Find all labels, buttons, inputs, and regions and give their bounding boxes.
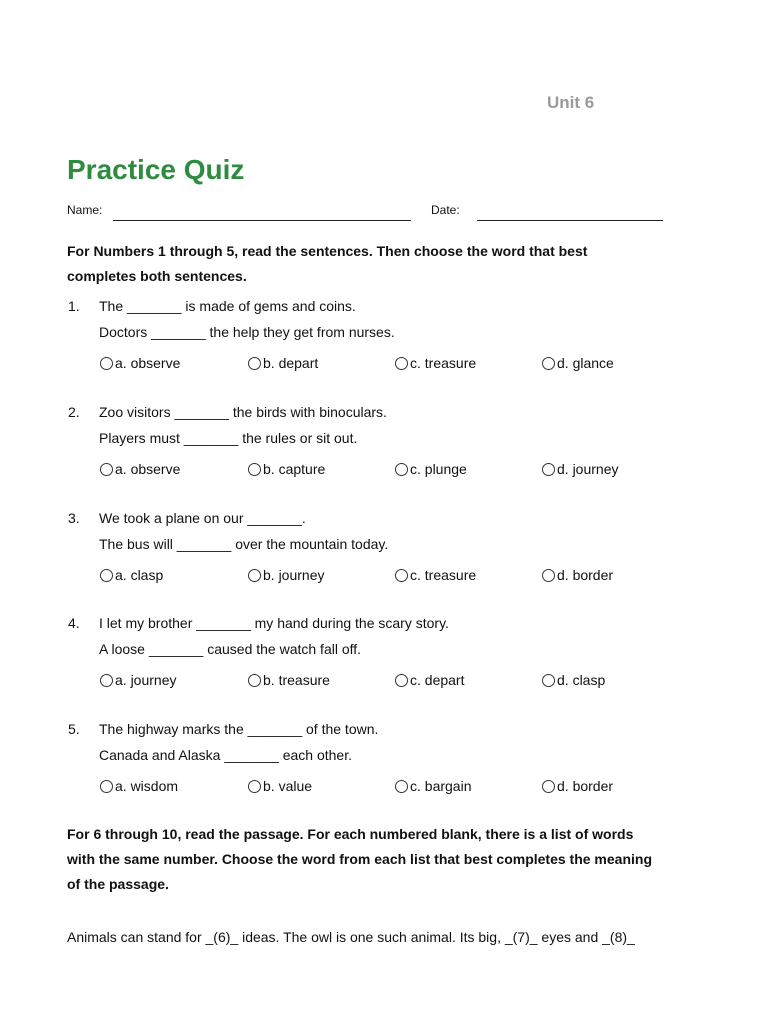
option-label: b. treasure bbox=[263, 672, 330, 688]
radio-icon[interactable] bbox=[100, 569, 113, 582]
radio-icon[interactable] bbox=[100, 463, 113, 476]
option-c[interactable] bbox=[395, 672, 464, 688]
question-sentence-1: The _______ is made of gems and coins. bbox=[99, 298, 356, 314]
option-d[interactable] bbox=[542, 461, 618, 477]
radio-icon[interactable] bbox=[395, 463, 408, 476]
option-a[interactable] bbox=[100, 355, 180, 371]
question-number: 2. bbox=[68, 404, 80, 420]
question-2 bbox=[0, 404, 768, 504]
section2-line1: For 6 through 10, read the passage. For each numbered blank, there is a list of words bbox=[67, 826, 634, 842]
name-label: Name: bbox=[67, 203, 103, 217]
option-label: d. glance bbox=[557, 355, 614, 371]
radio-icon[interactable] bbox=[248, 463, 261, 476]
question-sentence-1: We took a plane on our _______. bbox=[99, 510, 306, 526]
option-c[interactable] bbox=[395, 355, 476, 371]
radio-icon[interactable] bbox=[542, 463, 555, 476]
section2-instructions bbox=[67, 822, 677, 897]
question-sentence-2: Canada and Alaska _______ each other. bbox=[99, 747, 352, 763]
answer-options bbox=[100, 355, 700, 375]
option-d[interactable] bbox=[542, 778, 613, 794]
option-c[interactable] bbox=[395, 778, 471, 794]
option-label: b. capture bbox=[263, 461, 326, 477]
option-c[interactable] bbox=[395, 461, 467, 477]
option-label: c. plunge bbox=[410, 461, 467, 477]
option-a[interactable] bbox=[100, 778, 178, 794]
option-label: a. observe bbox=[115, 355, 181, 371]
option-b[interactable] bbox=[248, 567, 324, 583]
question-sentence-1: The highway marks the _______ of the town. bbox=[99, 721, 379, 737]
option-label: b. value bbox=[263, 778, 313, 794]
option-a[interactable] bbox=[100, 672, 176, 688]
option-b[interactable] bbox=[248, 672, 330, 688]
question-number: 5. bbox=[68, 721, 80, 737]
question-5 bbox=[0, 721, 768, 821]
question-sentence-2: Doctors _______ the help they get from nurses. bbox=[99, 324, 395, 340]
radio-icon[interactable] bbox=[395, 674, 408, 687]
option-label: d. border bbox=[557, 778, 614, 794]
option-label: d. clasp bbox=[557, 672, 606, 688]
question-sentence-2: The bus will _______ over the mountain today. bbox=[99, 536, 389, 552]
radio-icon[interactable] bbox=[395, 357, 408, 370]
option-label: c. treasure bbox=[410, 567, 477, 583]
radio-icon[interactable] bbox=[395, 569, 408, 582]
answer-options bbox=[100, 567, 700, 587]
name-field[interactable] bbox=[113, 220, 411, 221]
radio-icon[interactable] bbox=[542, 780, 555, 793]
section2-line3: of the passage. bbox=[67, 876, 169, 892]
option-label: a. clasp bbox=[115, 567, 164, 583]
radio-icon[interactable] bbox=[248, 674, 261, 687]
option-a[interactable] bbox=[100, 567, 163, 583]
section1-line1: For Numbers 1 through 5, read the sentences. Then choose the word that best bbox=[67, 243, 588, 259]
option-label: c. depart bbox=[410, 672, 465, 688]
radio-icon[interactable] bbox=[248, 780, 261, 793]
option-label: c. bargain bbox=[410, 778, 472, 794]
question-sentence-2: Players must _______ the rules or sit out. bbox=[99, 430, 358, 446]
answer-options bbox=[100, 778, 700, 798]
question-4 bbox=[0, 615, 768, 715]
date-field[interactable] bbox=[477, 220, 663, 221]
date-label: Date: bbox=[431, 203, 460, 217]
option-label: b. journey bbox=[263, 567, 325, 583]
question-number: 3. bbox=[68, 510, 80, 526]
answer-options bbox=[100, 461, 700, 481]
radio-icon[interactable] bbox=[542, 674, 555, 687]
radio-icon[interactable] bbox=[542, 357, 555, 370]
option-d[interactable] bbox=[542, 672, 605, 688]
option-label: a. observe bbox=[115, 461, 181, 477]
option-b[interactable] bbox=[248, 778, 312, 794]
question-number: 4. bbox=[68, 615, 80, 631]
question-1 bbox=[0, 298, 768, 398]
option-label: a. wisdom bbox=[115, 778, 179, 794]
passage-text: Animals can stand for _(6)_ ideas. The owl is one such animal. Its big, _(7)_ eyes and _(8)_ bbox=[67, 929, 635, 945]
option-b[interactable] bbox=[248, 355, 318, 371]
question-sentence-1: I let my brother _______ my hand during the scary story. bbox=[99, 615, 449, 631]
option-d[interactable] bbox=[542, 567, 613, 583]
question-3 bbox=[0, 510, 768, 610]
option-label: a. journey bbox=[115, 672, 177, 688]
question-sentence-2: A loose _______ caused the watch fall off. bbox=[99, 641, 362, 657]
unit-label: Unit 6 bbox=[547, 93, 595, 112]
radio-icon[interactable] bbox=[542, 569, 555, 582]
section1-line2: completes both sentences. bbox=[67, 268, 247, 284]
radio-icon[interactable] bbox=[248, 357, 261, 370]
option-label: d. journey bbox=[557, 461, 619, 477]
radio-icon[interactable] bbox=[100, 674, 113, 687]
page-title: Practice Quiz bbox=[67, 154, 245, 185]
question-number: 1. bbox=[68, 298, 80, 314]
radio-icon[interactable] bbox=[248, 569, 261, 582]
option-b[interactable] bbox=[248, 461, 325, 477]
option-d[interactable] bbox=[542, 355, 614, 371]
option-a[interactable] bbox=[100, 461, 180, 477]
radio-icon[interactable] bbox=[100, 780, 113, 793]
question-sentence-1: Zoo visitors _______ the birds with binoculars. bbox=[99, 404, 387, 420]
option-label: b. depart bbox=[263, 355, 319, 371]
section1-instructions bbox=[67, 239, 677, 289]
radio-icon[interactable] bbox=[100, 357, 113, 370]
radio-icon[interactable] bbox=[395, 780, 408, 793]
answer-options bbox=[100, 672, 700, 692]
option-label: c. treasure bbox=[410, 355, 477, 371]
section2-line2: with the same number. Choose the word from each list that best completes the meaning bbox=[67, 851, 652, 867]
option-c[interactable] bbox=[395, 567, 476, 583]
option-label: d. border bbox=[557, 567, 614, 583]
